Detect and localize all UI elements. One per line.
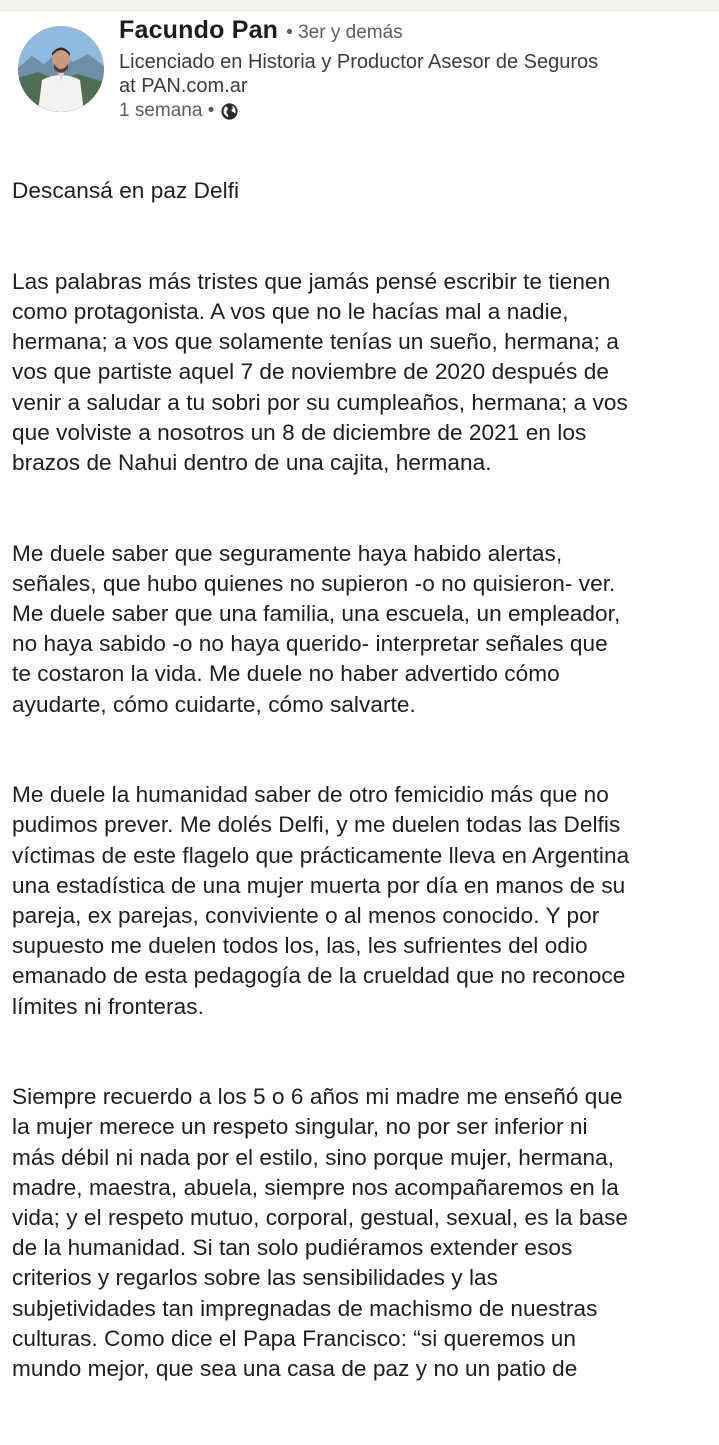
globe-icon bbox=[220, 102, 239, 121]
author-name[interactable]: Facundo Pan bbox=[119, 16, 279, 44]
author-info bbox=[119, 16, 709, 124]
post-text bbox=[12, 146, 717, 1445]
post-paragraph-5: Siempre recuerdo a los 5 o 6 años mi madre me enseñó que la mujer merece un respeto singular, no por ser inferior ni más débil ni nada por el estilo, sino porque mujer, hermana, madre, maestra, abuela, siempre nos acompañaremos en la vida; y el respeto mutuo, corporal, gestual, sexual, es la base de la humanidad. Si tan solo pudiéramos extender esos criterios y regarlos sobre las sensibilidades y las subjetividades tan impregnadas de machismo de nuestras culturas. Como dice el Papa Francisco: “si queremos un mundo mejor, que sea una casa de paz y no un patio de bbox=[12, 1084, 629, 1382]
post-timestamp bbox=[119, 98, 709, 124]
post-paragraph-4: Me duele la humanidad saber de otro femicidio más que no pudimos prever. Me dolés Delfi, y me duelen todas las Delfis víctimas de este flagelo que prácticamente lleva en Argentina una estadística de una mujer muerta por día en manos de su pareja, ex parejas, conviviente o al menos conocido. Y por supuesto me duelen todos los, las, les sufrientes del odio emanado de esta pedagogía de la crueldad que no reconoce límites ni fronteras. bbox=[12, 782, 630, 1019]
post-paragraph-1: Descansá en paz Delfi bbox=[12, 178, 240, 204]
post-paragraph-3: Me duele saber que seguramente haya habido alertas, señales, que hubo quienes no supieron -o no quisieron- ver. Me duele saber que una familia, una escuela, un empleador, no haya sabido -o no haya querido- interpretar señales que te costaron la vida. Me duele no haber advertido cómo ayudarte, cómo cuidarte, cómo salvarte. bbox=[12, 540, 621, 717]
author-headline: Licenciado en Historia y Productor Asesor de Seguros bbox=[119, 51, 599, 73]
post-time: 1 semana • bbox=[119, 100, 215, 121]
connection-degree: • 3er y demás bbox=[286, 22, 403, 43]
avatar-photo bbox=[18, 26, 104, 112]
author-headline-company: at PAN.com.ar bbox=[119, 75, 248, 97]
post-header bbox=[0, 14, 719, 134]
post-paragraph-2: Las palabras más tristes que jamás pensé escribir te tienen como protagonista. A vos que no le hacías mal a nadie, hermana; a vos que solamente tenías un sueño, hermana; a vos que partiste aquel 7 de noviembre de 2020 después de venir a saludar a tu sobri por su cumpleaños, hermana; a vos que volviste a nosotros un 8 de diciembre de 2021 en los brazos de Nahui dentro de una cajita, hermana. bbox=[12, 268, 628, 476]
avatar[interactable] bbox=[18, 26, 104, 112]
top-divider bbox=[0, 0, 719, 11]
